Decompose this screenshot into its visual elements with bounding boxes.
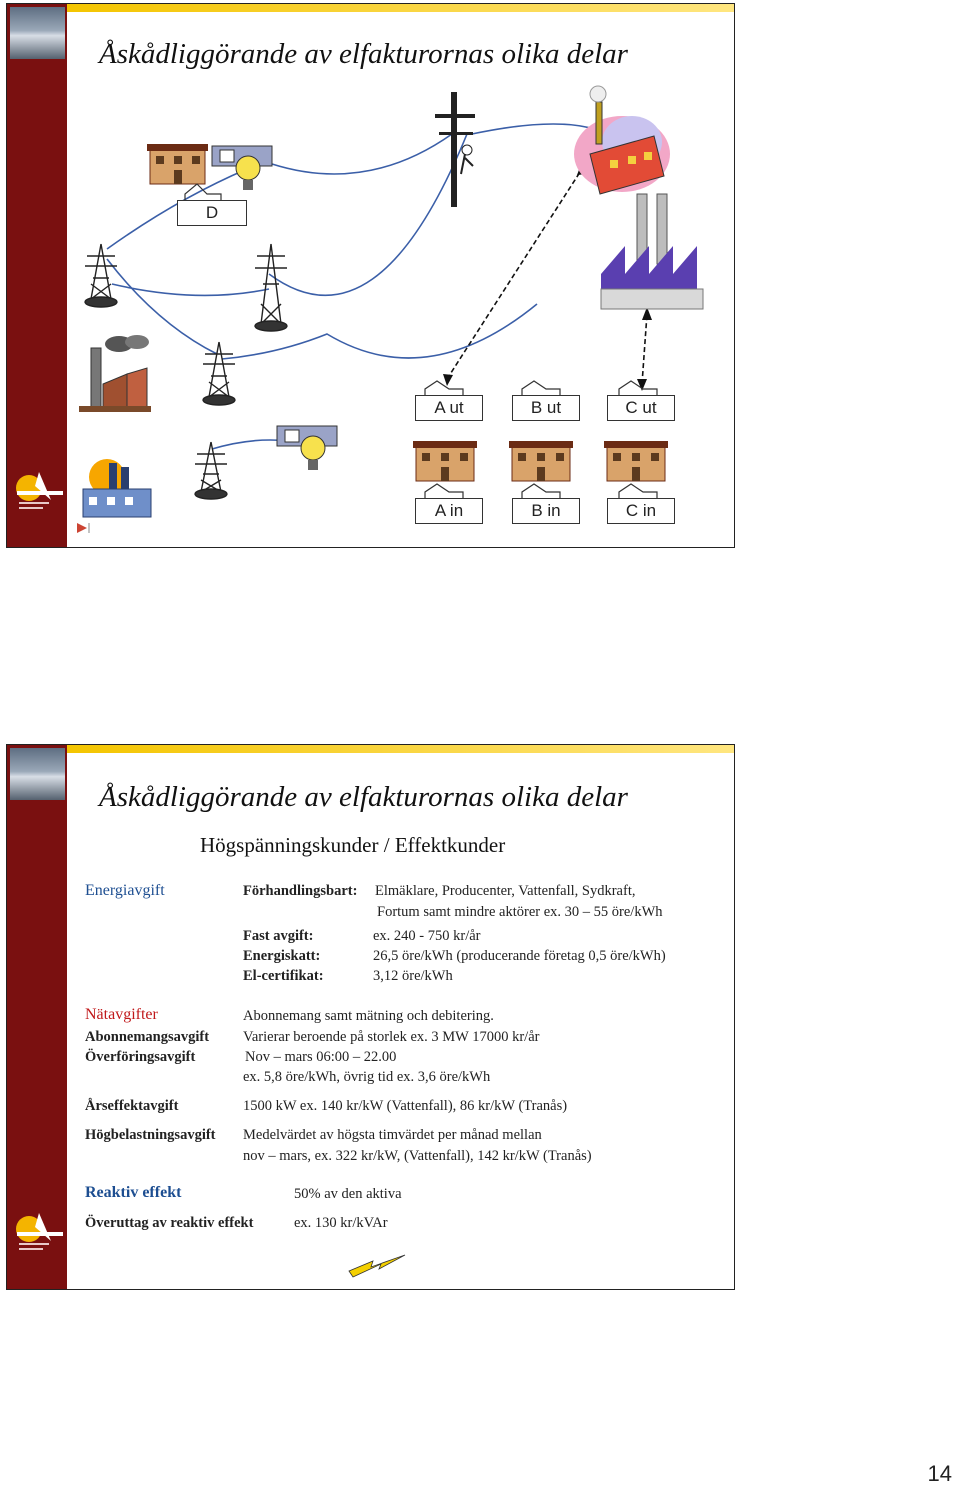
- reaktiv-effekt-heading: Reaktiv effekt: [85, 1184, 182, 1201]
- factory-purple-icon: [601, 194, 703, 309]
- forhandlingsbart-value-2: Fortum samt mindre aktörer ex. 30 – 55 öre/kWh: [377, 904, 663, 920]
- factory-sun-icon: [83, 459, 151, 517]
- abonnemangsavgift-label: Abonnemangsavgift: [85, 1029, 210, 1045]
- hogbelastningsavgift-value-2: nov – mars, ex. 322 kr/kW, (Vattenfall), 142 kr/kW (Tranås): [243, 1148, 592, 1164]
- energiskatt-label: Energiskatt:: [243, 948, 321, 964]
- arseffektavgift-label: Årseffektavgift: [85, 1098, 179, 1114]
- fast-avgift-label: Fast avgift:: [243, 928, 314, 944]
- fast-avgift-value: ex. 240 - 750 kr/år: [373, 928, 481, 944]
- label-c-ut: C ut: [607, 395, 675, 421]
- energiavgift-heading: Energiavgift: [85, 882, 165, 899]
- elcertifikat-label: El-certifikat:: [243, 968, 324, 984]
- label-d: D: [177, 200, 247, 226]
- slide-subtitle: Högspänningskunder / Effektkunder: [200, 833, 506, 857]
- house-icon: [604, 441, 668, 481]
- meter-bulb-icon: [212, 146, 272, 190]
- page-number: 14: [927, 1461, 952, 1486]
- house-icon: [509, 441, 573, 481]
- pylon-icon: [203, 342, 235, 405]
- sky-photo: [10, 748, 65, 800]
- pylon-icon: [255, 244, 287, 331]
- reaktiv-effekt-value: 50% av den aktiva: [294, 1186, 402, 1202]
- play-arrow-icon[interactable]: [75, 522, 91, 534]
- parkraft-logo-icon: [11, 1207, 67, 1263]
- arrow-head-icon: [443, 374, 453, 386]
- factory-colorful-icon: [574, 86, 670, 194]
- slide-title: Åskådliggörande av elfakturornas olika delar: [99, 781, 628, 813]
- natavgifter-value: Abonnemang samt mätning och debitering.: [243, 1008, 494, 1024]
- arseffektavgift-value: 1500 kW ex. 140 kr/kW (Vattenfall), 86 kr/kW (Tranås): [243, 1098, 568, 1114]
- abonnemangsavgift-value: Varierar beroende på storlek ex. 3 MW 17000 kr/år: [243, 1029, 540, 1045]
- slide-title: Åskådliggörande av elfakturornas olika delar: [99, 38, 628, 70]
- natavgifter-heading: Nätavgifter: [85, 1006, 158, 1023]
- label-a-in: A in: [415, 498, 483, 524]
- pylon-icon: [195, 442, 227, 499]
- lightning-bolt-icon: [347, 1253, 407, 1281]
- elcertifikat-value: 3,12 öre/kWh: [373, 968, 453, 984]
- overforingsavgift-label: Överföringsavgift: [85, 1049, 196, 1065]
- pylon-icon: [85, 244, 117, 307]
- overforingsavgift-value-2: ex. 5,8 öre/kWh, övrig tid ex. 3,6 öre/kWh: [243, 1069, 491, 1085]
- slide-2: [6, 744, 735, 1290]
- house-icon: [147, 144, 208, 184]
- energiskatt-value: 26,5 öre/kWh (producerande företag 0,5 öre/kWh): [373, 948, 666, 964]
- slide-1: [6, 3, 735, 548]
- power-grid-diagram: [7, 4, 734, 547]
- label-b-ut: B ut: [512, 395, 580, 421]
- top-bar: [67, 745, 734, 753]
- label-b-in: B in: [512, 498, 580, 524]
- meter-bulb-icon: [277, 426, 337, 470]
- overforingsavgift-value-1: Nov – mars 06:00 – 22.00: [245, 1049, 397, 1065]
- hogbelastningsavgift-label: Högbelastningsavgift: [85, 1127, 216, 1143]
- forhandlingsbart-label: Förhandlingsbart:: [243, 883, 358, 899]
- house-icon: [413, 441, 477, 481]
- sidebar: [7, 745, 67, 1289]
- label-c-in: C in: [607, 498, 675, 524]
- label-a-ut: A ut: [415, 395, 483, 421]
- overuttag-value: ex. 130 kr/kVAr: [294, 1215, 388, 1231]
- hogbelastningsavgift-value-1: Medelvärdet av högsta timvärdet per månad mellan: [243, 1127, 542, 1143]
- factory-smoke-icon: [79, 335, 151, 412]
- forhandlingsbart-value-1: Elmäklare, Producenter, Vattenfall, Sydkraft,: [375, 883, 636, 899]
- overuttag-label: Överuttag av reaktiv effekt: [85, 1215, 254, 1231]
